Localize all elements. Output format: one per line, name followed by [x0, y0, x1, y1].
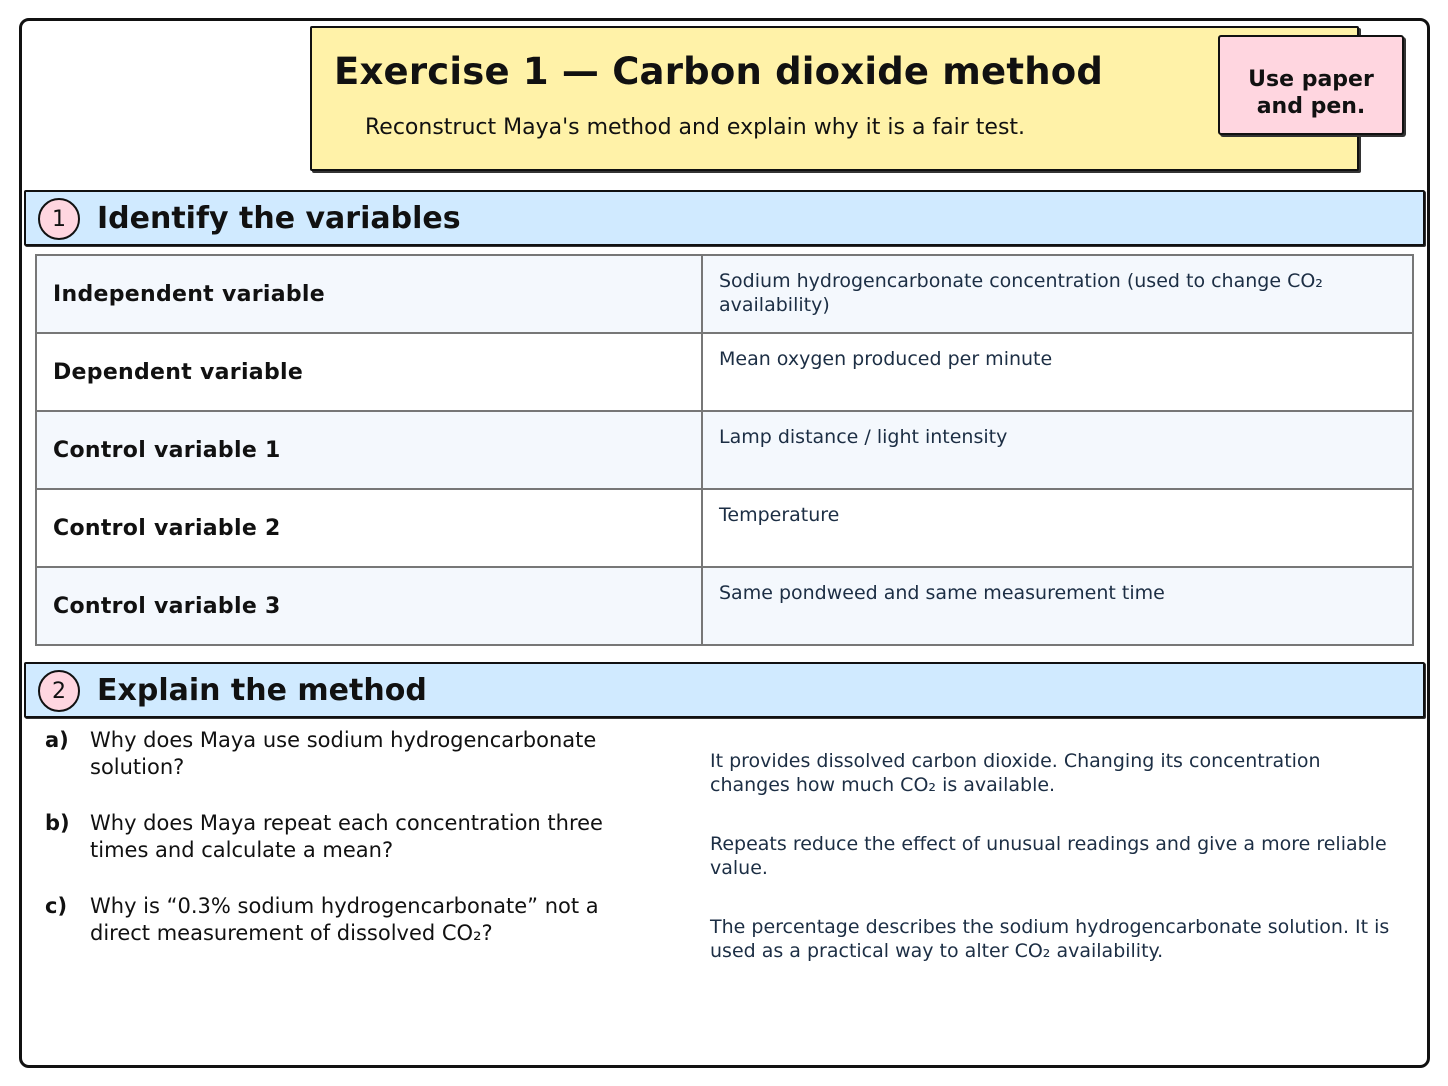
variable-label: Control variable 1 — [36, 411, 702, 489]
table-row — [36, 489, 1413, 567]
paper-pen-note-text: Use paper and pen. — [1248, 67, 1374, 119]
section-1-number: 1 — [38, 198, 80, 240]
section-2-number: 2 — [38, 670, 80, 712]
table-row — [36, 411, 1413, 489]
question-text: Why does Maya repeat each concentration three times and calculate a mean? — [90, 811, 603, 862]
variable-value: Temperature — [702, 489, 1413, 567]
variable-label: Independent variable — [36, 255, 702, 333]
question-b — [45, 810, 665, 864]
variable-value: Sodium hydrogencarbonate concentration (used to change CO₂ availability) — [702, 255, 1413, 333]
variable-label: Control variable 3 — [36, 567, 702, 645]
answer-c: The percentage describes the sodium hydrogencarbonate solution. It is used as a practical way to alter CO₂ availability. — [710, 916, 1390, 962]
section-1-heading: Identify the variables — [97, 201, 461, 236]
page-subtitle: Reconstruct Maya's method and explain why it is a fair test. — [365, 115, 1026, 140]
question-a — [45, 727, 665, 781]
question-text: Why does Maya use sodium hydrogencarbonate solution? — [90, 728, 597, 779]
answer-b: Repeats reduce the effect of unusual readings and give a more reliable value. — [710, 833, 1387, 879]
section-2-bar — [24, 662, 1425, 718]
question-letter: c) — [45, 894, 68, 918]
table-row — [36, 255, 1413, 333]
question-letter: b) — [45, 811, 70, 835]
title-panel — [310, 26, 1359, 171]
variable-label: Control variable 2 — [36, 489, 702, 567]
variable-label: Dependent variable — [36, 333, 702, 411]
variable-value: Mean oxygen produced per minute — [702, 333, 1413, 411]
question-c — [45, 893, 665, 947]
paper-pen-note — [1218, 35, 1404, 135]
question-text: Why is “0.3% sodium hydrogencarbonate” not a direct measurement of dissolved CO₂? — [90, 894, 599, 945]
variables-table — [35, 254, 1414, 646]
page-title: Exercise 1 — Carbon dioxide method — [334, 50, 1104, 93]
table-row — [36, 567, 1413, 645]
table-row — [36, 333, 1413, 411]
section-1-bar — [24, 190, 1425, 246]
answer-a: It provides dissolved carbon dioxide. Changing its concentration changes how much CO₂ is available. — [710, 750, 1321, 796]
variable-value: Lamp distance / light intensity — [702, 411, 1413, 489]
section-2-heading: Explain the method — [97, 673, 427, 708]
variable-value: Same pondweed and same measurement time — [702, 567, 1413, 645]
question-letter: a) — [45, 728, 69, 752]
